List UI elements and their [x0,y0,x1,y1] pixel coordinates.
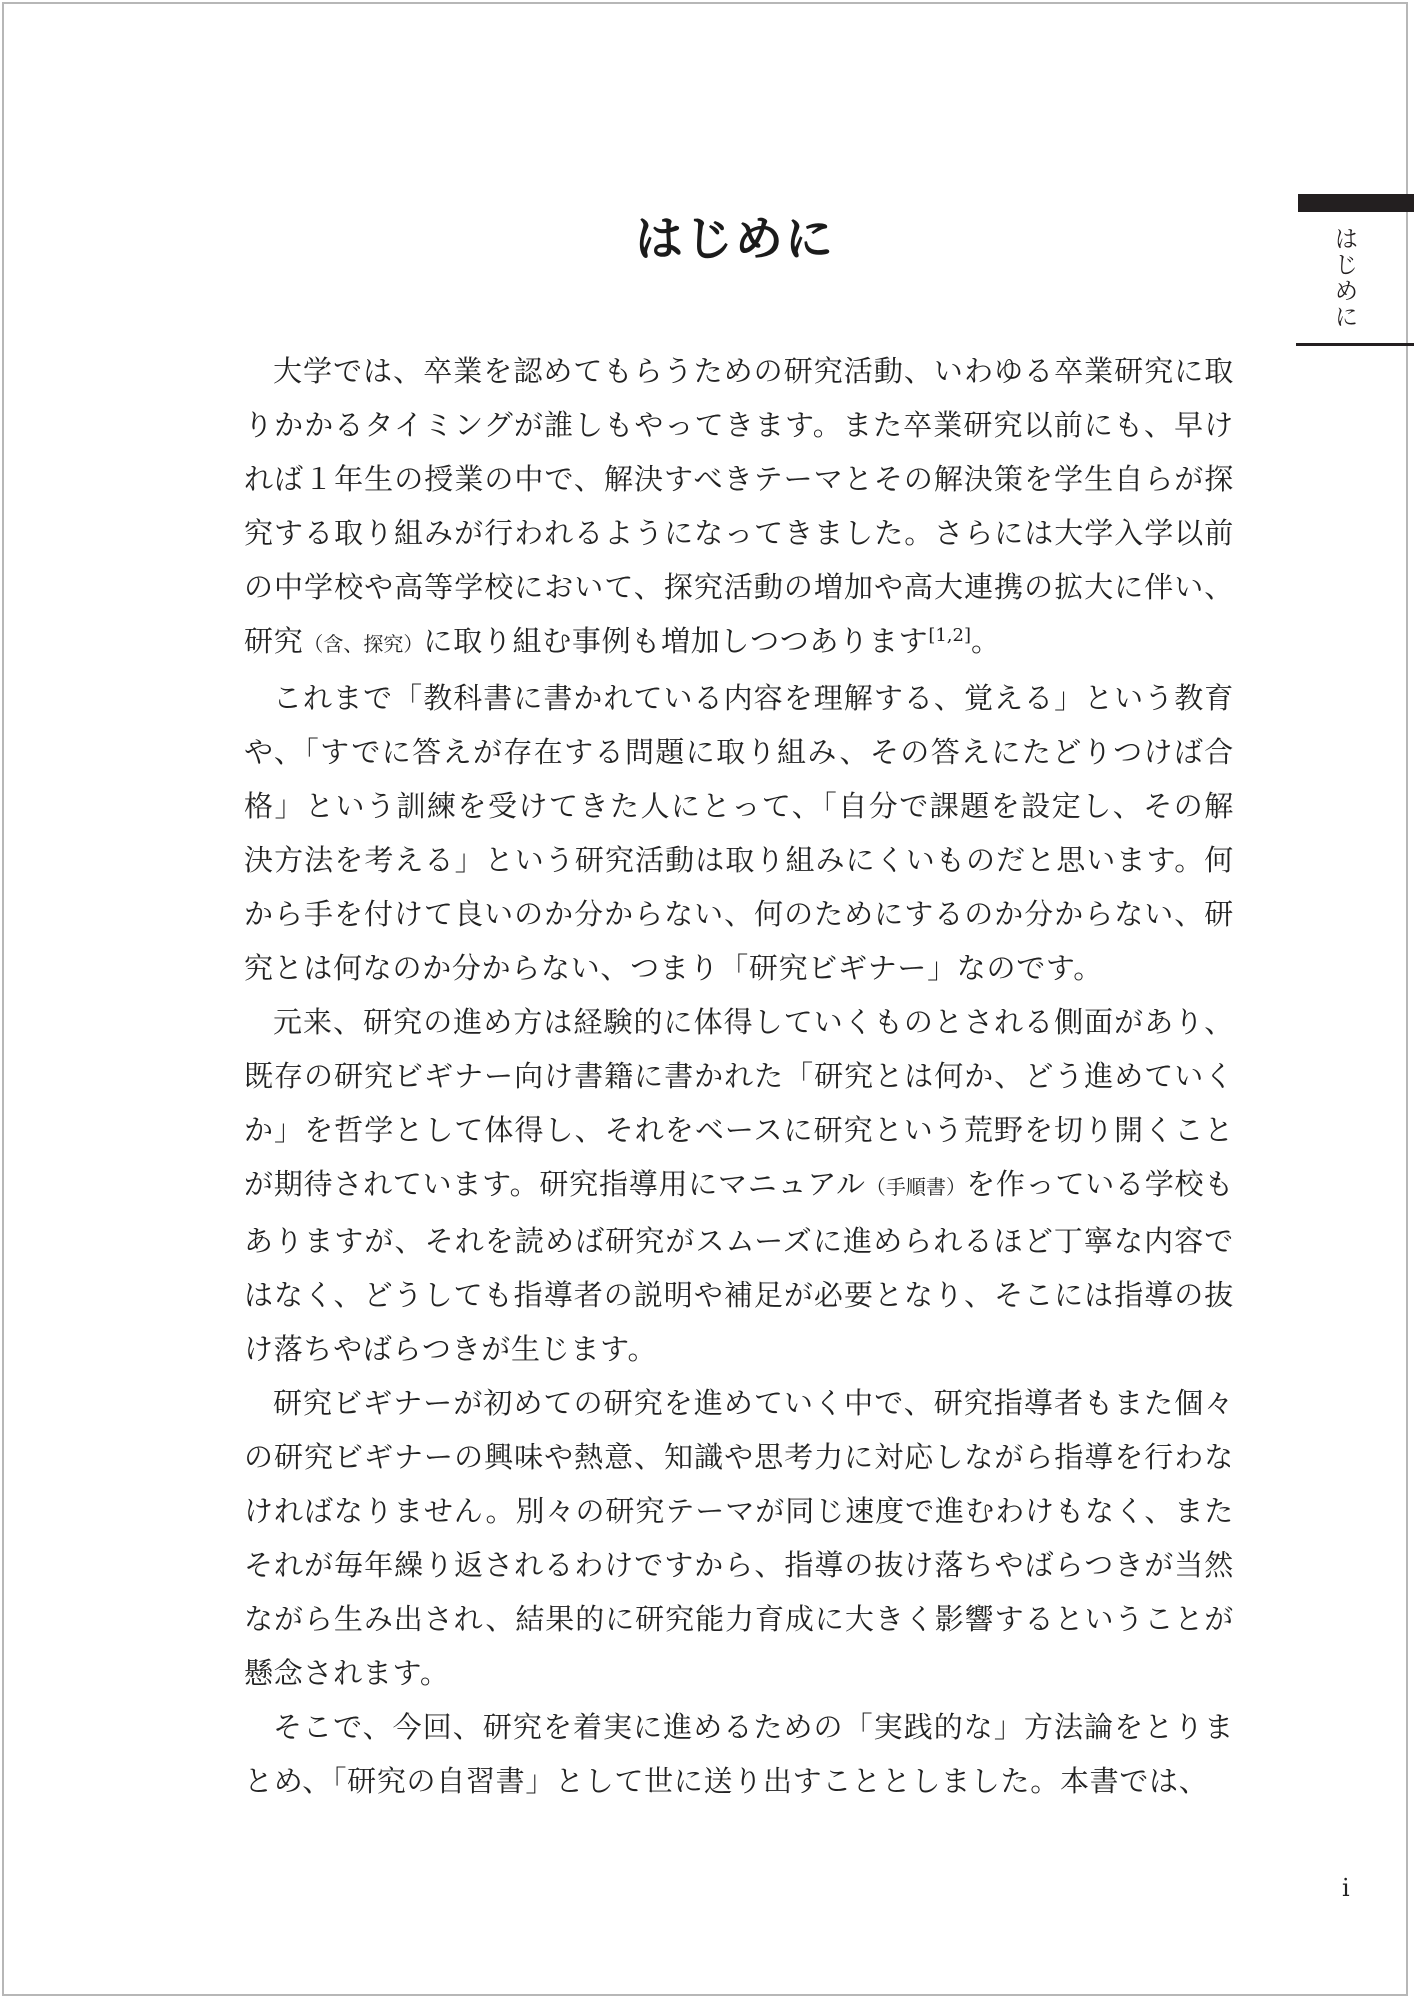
paragraph-1-text-a: 大学では、卒業を認めてもらうための研究活動、いわゆる卒業研究に取りかかるタイミングが誰しもやってきます。また卒業研究以前にも、早ければ１年生の授業の中で、解決すべきテーマとその解決策を学生自らが探究する取り組みが行われるようになってきました。さらには大学入学以前の中学校や高等学校において、探究活動の増加や高大連携の拡大に伴い、研究 [244,354,1234,658]
paragraph-1-text-c: 。 [970,624,1001,658]
citation-reference: [1,2] [928,625,971,646]
chapter-tab-bar [1298,194,1414,212]
paragraph-2: これまで「教科書に書かれている内容を理解する、覚える」という教育や、「すでに答えが存在する問題に取り組み、その答えにたどりつけば合格」という訓練を受けてきた人にとって、「自分で課題を設定し、その解決方法を考える」という研究活動は取り組みにくいものだと思います。何から手を付けて良いのか分からない、何のためにするのか分からない、研究とは何なのか分からない、つまり「研究ビギナー」なのです。 [244,681,1234,985]
paragraph-1-inline-note: （含、探究） [303,632,424,656]
paragraph-1-text-b: に取り組む事例も増加しつつあります [423,624,929,658]
paragraph-3 [244,995,1234,1376]
page-number: i [1342,1874,1350,1902]
paragraph-3-text-a: 元来、研究の進め方は経験的に体得していくものとされる側面があり、既存の研究ビギナー向け書籍に書かれた「研究とは何か、どう進めていくか」を哲学として体得し、それをベースに研究という荒野を切り開くことが期待されています。研究指導用にマニュアル [244,1005,1234,1201]
chapter-tab-label: はじめに [1330,226,1358,330]
document-page [2,2,1408,1996]
paragraph-1 [244,344,1234,671]
paragraph-4: 研究ビギナーが初めての研究を進めていく中で、研究指導者もまた個々の研究ビギナーの興味や熱意、知識や思考力に対応しながら指導を行わなければなりません。別々の研究テーマが同じ速度で進むわけもなく、またそれが毎年繰り返されるわけですから、指導の抜け落ちやばらつきが当然ながら生み出され、結果的に研究能力育成に大きく影響するということが懸念されます。 [244,1386,1234,1690]
chapter-tab-rule [1296,343,1414,346]
paragraph-3-inline-note: （手順書） [865,1175,967,1199]
page-title: はじめに [634,211,835,267]
body-text [244,344,1234,1808]
paragraph-5: そこで、今回、研究を着実に進めるための「実践的な」方法論をとりまとめ、「研究の自習書」として世に送り出すこととしました。本書では、 [244,1710,1234,1798]
paragraph-3-text-b: を作っている学校もありますが、それを読めば研究がスムーズに進められるほど丁寧な内容ではなく、どうしても指導者の説明や補足が必要となり、そこには指導の抜け落ちやばらつきが生じます。 [244,1167,1235,1366]
